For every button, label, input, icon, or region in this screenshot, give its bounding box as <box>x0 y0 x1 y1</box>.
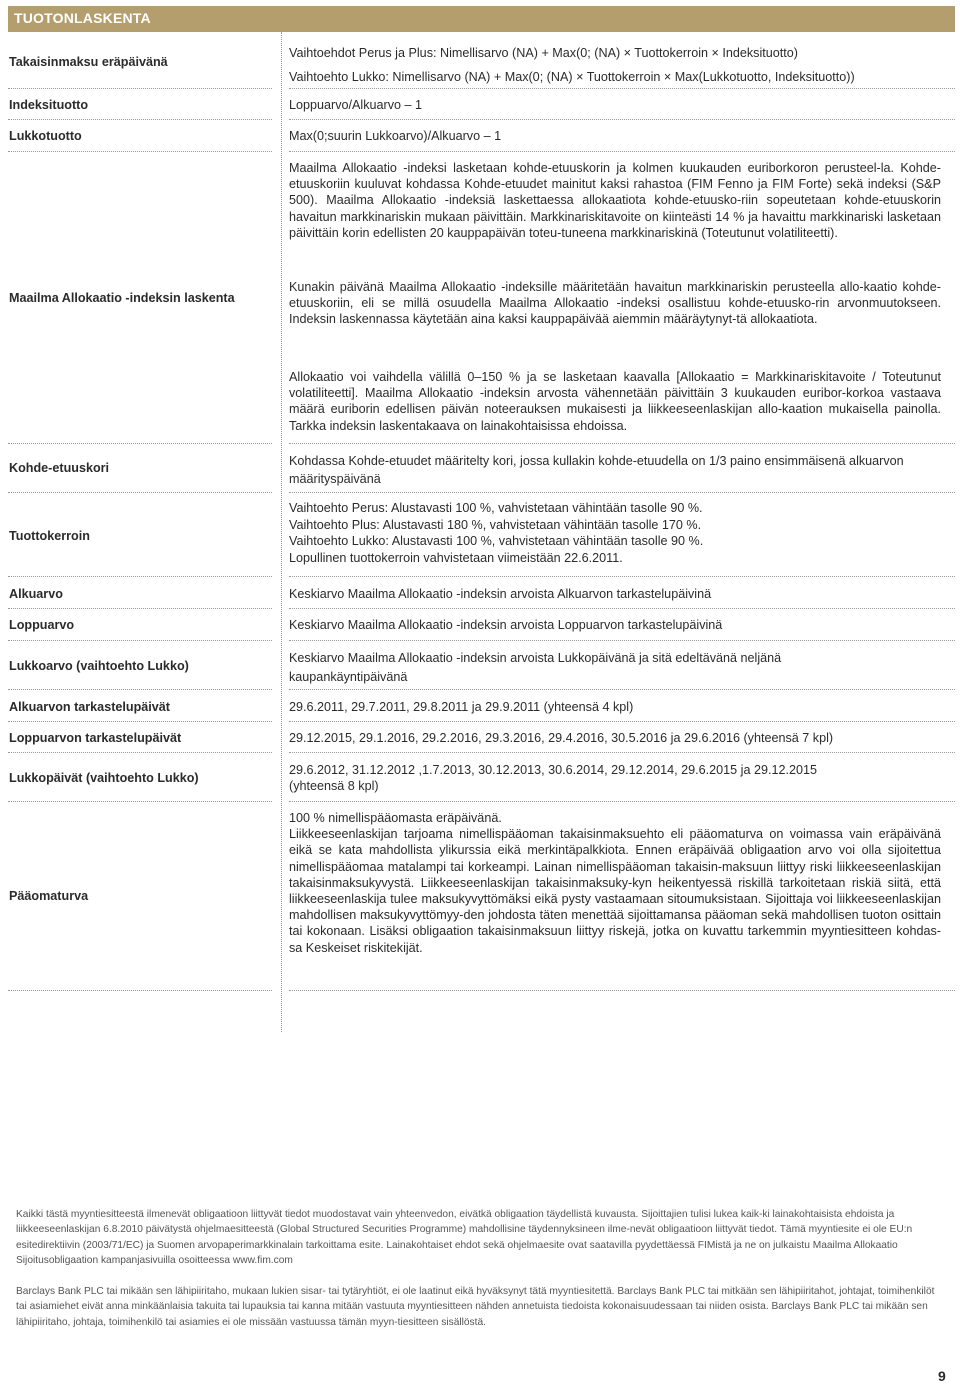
label-indeksin-laskenta: Maailma Allokaatio -indeksin laskenta <box>9 291 235 305</box>
footer-disclaimer-2: Barclays Bank PLC tai mikään sen lähipiiritaho, mukaan lukien sisar- tai tytäryhtiöt, ei ole laatinut eikä hyväksynyt tätä myyntiesitettä. Barclays Bank PLC tai mitkään sen lähipiiritahot, johtajat, toimihenkilöt tai asiamiehet eivät anna minkäänlaisia takuita tai lupauksia tai kanna mitään vastuuta myyntiesitteen nähden annetuista tiedoista kokonaisuudessaan tai niiden osista. Barclays Bank PLC tai mikään sen lähipiiritaho, johtaja, toimihenkilö tai asiamies ei ole missään vastuussa tämän myyn-tiesitteen sisällöstä. <box>16 1286 935 1328</box>
value-takaisinmaksu <box>289 41 941 89</box>
row-separator <box>289 119 955 120</box>
row-separator <box>8 608 272 609</box>
takaisinmaksu-line-1: Vaihtoehdot Perus ja Plus: Nimellisarvo (NA) + Max(0; (NA) × Tuottokerroin × Indeksituotto) <box>289 46 798 60</box>
value-alkuarvo: Keskiarvo Maailma Allokaatio -indeksin arvoista Alkuarvon tarkastelupäivinä <box>289 587 712 601</box>
value-lukkotuotto: Max(0;suurin Lukkoarvo)/Alkuarvo – 1 <box>289 129 502 143</box>
label-takaisinmaksu: Takaisinmaksu eräpäivänä <box>9 55 168 69</box>
value-laskenta-p2: Kunakin päivänä Maailma Allokaatio -indeksille määritetään havaitun markkinariskin perusteella allo-kaatio kohde-etuuskoriin, eli se millä osuudella Maailma Allokaatio -indeksi osallistuu kohde-etuusko-rin arvonmuutokseen. Indeksin laskennassa käytetään aina kaksi kauppapäivää aiemmin määräytynyt-tä allokaatiota. <box>289 280 941 327</box>
row-separator <box>289 990 955 991</box>
value-lukkopaivat <box>289 762 941 794</box>
row-separator <box>289 608 955 609</box>
row-separator <box>289 576 955 577</box>
row-separator <box>8 640 272 641</box>
label-indeksituotto: Indeksituotto <box>9 98 89 112</box>
section-title: TUOTONLASKENTA <box>14 10 151 26</box>
paaomaturva-body: Liikkeeseenlaskijan tarjoama nimellispääoman takaisinmaksuehto eli pääomaturva on voimassa vain eräpäivänä eikä se kata mahdollista ylikurssia eikä merkintäpalkkiota. Ennen eräpäivää obligaation arvo voi olla sijoitettua nimellispääomaa matalampi tai korkeampi. Lainan nimellispääoman takaisin-maksuun liittyy riski liikkeeseenlaskijan takaisinmaksukyvystä. Liikkeeseenlaskijan takaisinmaksuky-kyn heikentyessä riskillä tarkoitetaan riskiä siitä, että liikkeeseenlaskija tulee maksukyvyttömäksi eikä pysty vastaamaan sitoumuksistaan. Sijoittaja voi liikkeeseenlaskijan mahdollisen maksukyvyttömyy-den johdosta täten menettää sijoittamansa pääoman sekä mahdollisen tuoton osittain tai kokonaan. Lisäksi obligaation takaisinmaksuun liittyy riskejä, jotka on kuvattu tarkemmin myyntiesitteen kohdas-sa Keskeiset riskitekijät. <box>289 827 941 955</box>
value-loppuarvo: Keskiarvo Maailma Allokaatio -indeksin arvoista Loppuarvon tarkastelupäivinä <box>289 618 723 632</box>
row-separator <box>8 752 272 753</box>
row-separator <box>8 801 272 802</box>
row-separator <box>289 151 955 152</box>
tuottokerroin-line-4: Lopullinen tuottokerroin vahvistetaan viimeistään 22.6.2011. <box>289 550 623 565</box>
row-separator <box>289 443 955 444</box>
row-separator <box>8 990 272 991</box>
footer-disclaimer-1: Kaikki tästä myyntiesitteestä ilmenevät obligaatioon liittyvät tiedot muodostavat vain yhteenvedon, eivätkä obligaation täydellistä kuvausta. Sijoittajien tulisi lukea kaik-ki lainakohtaisista ehdoista ja liikkeeseenlaskijan 6.8.2010 päivätystä ohjelmaesitteestä (Global Structured Securities Programme) mahdollisine täydennyksineen ilme-nevät obligaatioon liittyvät tiedot. Tämä myyntiesite ei ole EU:n esitedirektiivin (2003/71/EC) ja Suomen arvopaperimarkkinalain tarkoittama esite. Lainakohtaiset ehdot sekä ohjelmaesite ovat saatavilla pyydettäessä FIMistä ja ne on julkaistu Maailma Allokaatio Sijoitusobligaation kampanjasivuilla osoitteessa www.fim.com <box>16 1209 913 1266</box>
value-tuottokerroin <box>289 500 941 566</box>
paaomaturva-line-1: 100 % nimellispääomasta eräpäivänä. <box>289 811 502 825</box>
row-separator <box>8 88 272 89</box>
label-alkuarvon-tarkastelupaivat: Alkuarvon tarkastelupäivät <box>9 700 170 714</box>
tuottokerroin-line-2: Vaihtoehto Plus: Alustavasti 180 %, vahvistetaan vähintään tasolle 170 %. <box>289 517 702 532</box>
value-loppuarvon-tarkastelupaivat: 29.12.2015, 29.1.2016, 29.2.2016, 29.3.2016, 29.4.2016, 30.5.2016 ja 29.6.2016 (yhteensä 7 kpl) <box>289 731 834 745</box>
value-lukkoarvo: Keskiarvo Maailma Allokaatio -indeksin arvoista Lukkopäivänä ja sitä edeltävänä neljänä kaupankäyntipäivänä <box>289 651 782 684</box>
label-kohde-etuuskori: Kohde-etuuskori <box>9 461 110 475</box>
takaisinmaksu-line-2: Vaihtoehto Lukko: Nimellisarvo (NA) + Max(0; (NA) × Tuottokerroin × Max(Lukkotuotto, Indeksituotto)) <box>289 70 855 84</box>
row-separator <box>289 492 955 493</box>
label-lukkotuotto: Lukkotuotto <box>9 129 82 143</box>
lukkopaivat-line-1: 29.6.2012, 31.12.2012 ,1.7.2013, 30.12.2013, 30.6.2014, 29.12.2014, 29.6.2015 ja 29.12.2015 <box>289 763 818 777</box>
value-indeksituotto: Loppuarvo/Alkuarvo – 1 <box>289 98 423 112</box>
row-separator <box>8 443 272 444</box>
value-alkuarvon-tarkastelupaivat: 29.6.2011, 29.7.2011, 29.8.2011 ja 29.9.2011 (yhteensä 4 kpl) <box>289 700 634 714</box>
tuottokerroin-line-1: Vaihtoehto Perus: Alustavasti 100 %, vahvistetaan vähintään tasolle 90 %. <box>289 501 703 515</box>
row-separator <box>8 721 272 722</box>
row-separator <box>289 88 955 89</box>
page-number: 9 <box>938 1368 946 1384</box>
value-paaomaturva <box>289 810 941 956</box>
row-separator <box>8 492 272 493</box>
label-alkuarvo: Alkuarvo <box>9 587 63 601</box>
label-paaomaturva: Pääomaturva <box>9 889 89 903</box>
value-laskenta-p3: Allokaatio voi vaihdella välillä 0–150 % ja se lasketaan kaavalla [Allokaatio = Markkinariskitavoite / Toteutunut volatiliteetti]. Maailma Allokaatio -indeksin arvosta vähennetään päivittäin 3 kuukauden euribor-korkoa vastaava määrä euriborin edellisen päivän noteerauksen mukaisesti ja liikkeeseenlaskijan allo-kaation mukaisella painolla. Tarkka indeksin laskentakaava on lainakohtaisissa ehdoissa. <box>289 370 941 433</box>
value-laskenta-p1: Maailma Allokaatio -indeksi lasketaan kohde-etuuskorin ja kolmen kuukauden euriborkoron perusteel-la. Kohde-etuuskoriin kuuluvat kohdassa Kohde-etuudet mainitut kaksi rahastoa (FIM Fenno ja FIM Forte) sekä indeksi (S&P 500). Maailma Allokaatio -indeksiä laskettaessa allokaatiota kohde-etuusko-riin sopeutetaan kohde-etuuskorin havaitun markkinariskin mukaan päivittäin. Markkinariskitavoite on kiinteästi 14 % ja havaittu markkinariski lasketaan päivittäin korin edellisten 20 kauppapäivän toteu-tuneena markkinariskinä (Toteutunut volatiliteetti). <box>289 161 941 240</box>
row-separator <box>8 576 272 577</box>
row-separator <box>8 119 272 120</box>
row-separator <box>8 689 272 690</box>
label-lukkopaivat: Lukkopäivät (vaihtoehto Lukko) <box>9 771 199 785</box>
row-separator <box>289 801 955 802</box>
column-divider <box>281 32 282 1032</box>
row-separator <box>289 752 955 753</box>
row-separator <box>289 640 955 641</box>
label-tuottokerroin: Tuottokerroin <box>9 529 90 543</box>
value-kohde-etuuskori: Kohdassa Kohde-etuudet määritelty kori, jossa kullakin kohde-etuudella on 1/3 paino ensimmäisenä alkuarvon määrityspäivänä <box>289 454 904 486</box>
label-lukkoarvo: Lukkoarvo (vaihtoehto Lukko) <box>9 659 189 673</box>
row-separator <box>289 721 955 722</box>
row-separator <box>289 689 955 690</box>
tuottokerroin-line-3: Vaihtoehto Lukko: Alustavasti 100 %, vahvistetaan vähintään tasolle 90 %. <box>289 534 704 548</box>
label-loppuarvon-tarkastelupaivat: Loppuarvon tarkastelupäivät <box>9 731 182 745</box>
label-loppuarvo: Loppuarvo <box>9 618 75 632</box>
row-separator <box>8 151 272 152</box>
lukkopaivat-line-2: (yhteensä 8 kpl) <box>289 779 379 794</box>
